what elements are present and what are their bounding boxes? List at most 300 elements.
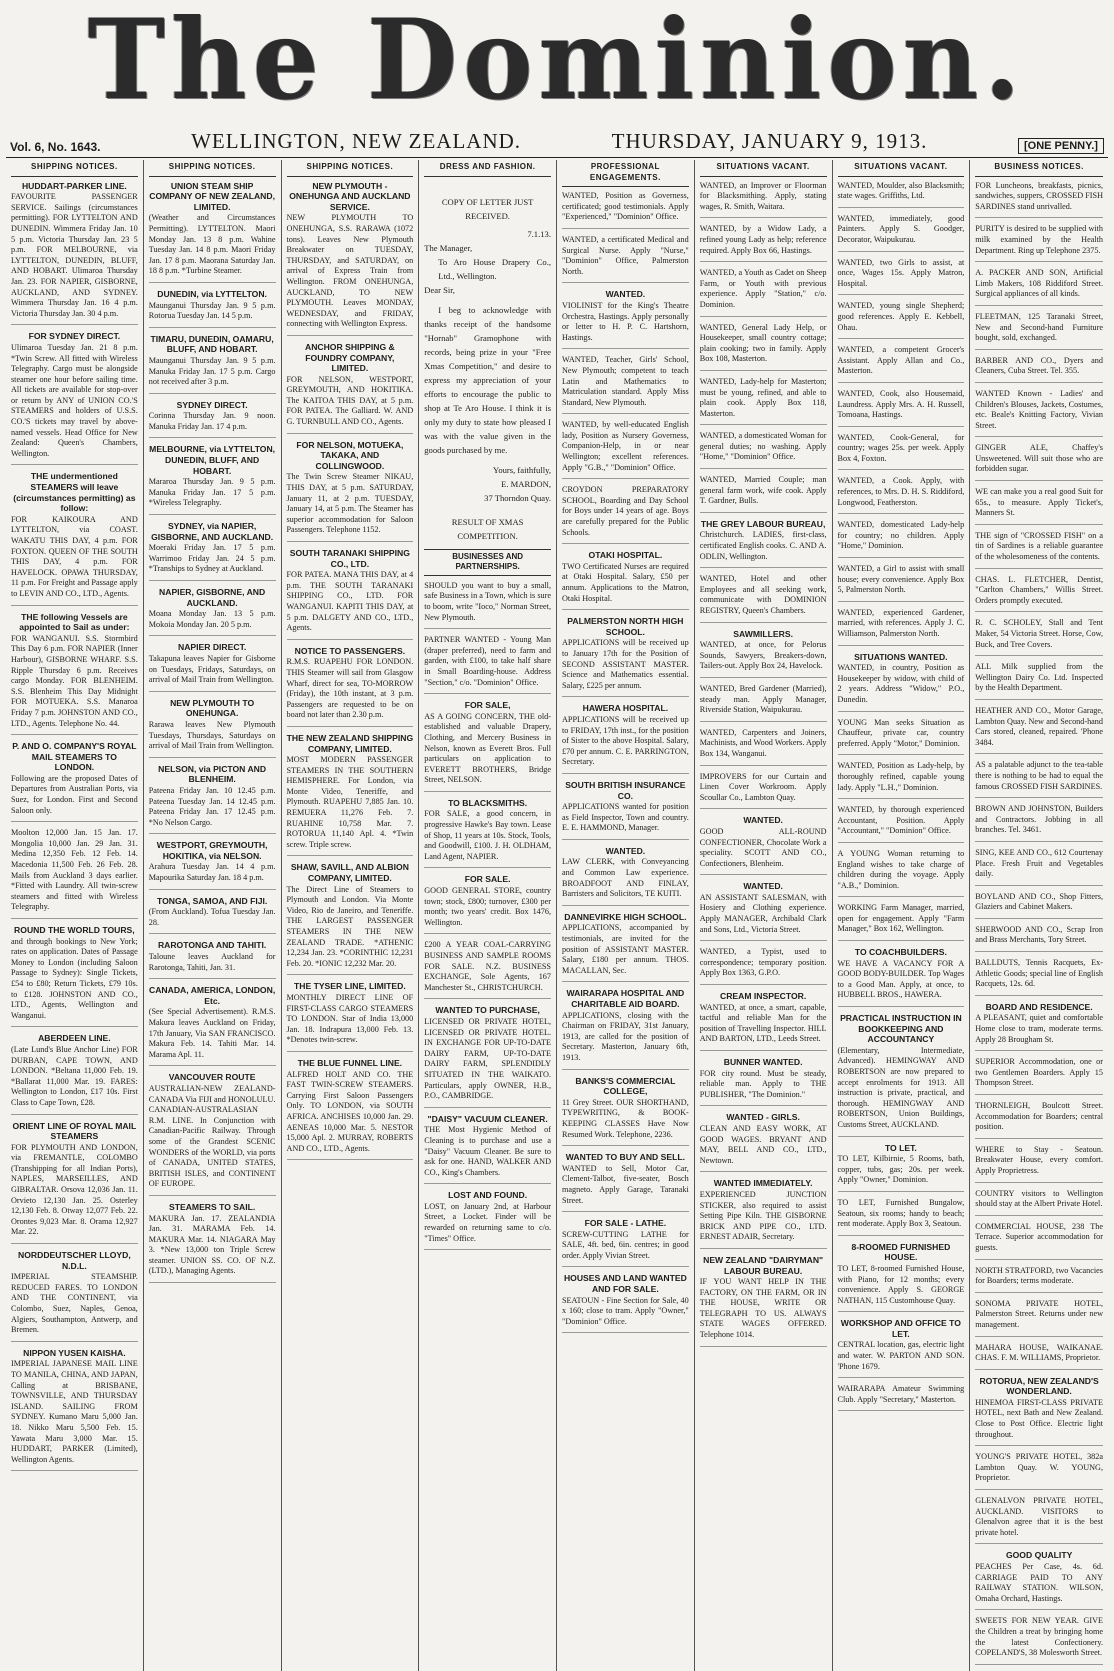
advertisement-heading: FOR SYDNEY DIRECT.: [28, 331, 121, 342]
advertisement: [562, 1152, 689, 1212]
advertisement-heading: 8-ROOMED FURNISHED HOUSE.: [851, 1241, 951, 1263]
masthead: [0, 0, 1114, 125]
advertisement: [149, 642, 276, 691]
advertisement-body: CROYDON PREPARATORY SCHOOL, Boarding and Day School for Boys under 14 years of age. Boys are carefully prepared for the Public Schools.: [562, 485, 689, 537]
advertisement: [838, 903, 965, 941]
advertisement-body: FOR KAIKOURA AND LYTTELTON, via COAST. WAKATU THIS DAY, 4 p.m. FOR FOXTON. QUEEN OF THE SOUTH THIS DAY, 4 p.m. FOR HAVELOCK. OPAWA THURSDAY, 11 p.m. For Freight and Passage apply to LEVIN AND CO., LTD., Agents.: [11, 514, 138, 598]
advertisement: [562, 703, 689, 774]
advertisement: [975, 892, 1103, 919]
advertisement: [149, 289, 276, 328]
advertisement: [562, 846, 689, 906]
advertisement-body: WE HAVE A VACANCY FOR A GOOD BODY-BUILDER. Top Wages to a Good Man. Apply, at once, to HUBBELL BROS., HAWERA.: [837, 958, 965, 1000]
letter-close: Yours, faithfully,: [492, 464, 551, 475]
advertisement-body: MOST MODERN PASSENGER STEAMERS IN THE SOUTHERN HEMISPHERE. For London, via Monte Video, Teneriffe, and Plymouth. RUAPEHU 7,885 Jan. 10. REMUERA 11,276 Feb. 7. RUAHINE 10,758 Mar. 7. ROTORUA 11,140 Apl. 4. *Twin screw. Triple screw.: [286, 755, 414, 849]
advertisement-heading: SOUTH BRITISH INSURANCE CO.: [565, 779, 686, 801]
advertisement-body: MAKURA Jan. 17. ZEALANDIA Jan. 31. MARAMA Feb. 14. MAKURA Mar. 14. NIAGARA May 3. *New 13,000 ton Triple Screw steamer. UNION SS. CO. OF N.Z. (LTD.), Managing Agents.: [148, 1213, 276, 1276]
advertisement-body: APPLICATIONS, accompanied by testimonials, are invited for the position of ASSISTANT MASTER. Salary, £180 per annum. THOS. MACALLAN, Sec.: [562, 923, 689, 975]
advertisement-body: SHOULD you want to buy a small, safe Business in a Town, which is sure to boom, write "Ioco," Norman Street, New Plymouth.: [424, 580, 551, 622]
advertisement-body: WANTED, by well-educated English lady, Position as Nursery Governess, Companion-Help, in or near Wellington; excellent references. Apply "G.B.," "Dominion" Office.: [562, 420, 689, 472]
advertisement-body: CLEAN AND EASY WORK, AT GOOD WAGES. BRYANT AND MAY, BELL AND CO., LTD., Newtown.: [699, 1123, 827, 1165]
advertisement-body: YOUNG Man seeks Situation as Chauffeur, private car, country preferred. Apply "Motor," Dominion.: [837, 717, 965, 748]
advertisement-body: SCREW-CUTTING LATHE for SALE, 4ft. bed, 6in. centres; in good order. Apply Vivian Street.: [562, 1229, 689, 1260]
advertisement: [975, 1002, 1103, 1051]
advertisement-body: WANTED Known - Ladies' and Children's Blouses, Jackets, Costumes, etc. Beale's Knitting Factory, Vivian Street.: [975, 388, 1103, 430]
advertisement: [975, 1145, 1103, 1183]
advertisement-body: COUNTRY visitors to Wellington should stay at the Albert Private Hotel.: [975, 1188, 1103, 1209]
advertisement-heading: WANTED.: [605, 845, 646, 856]
advertisement: [700, 1057, 827, 1106]
advertisement: [838, 345, 965, 383]
advertisement-heading: TIMARU, DUNEDIN, OAMARU, BLUFF, AND HOBART.: [150, 333, 274, 355]
advertisement: [700, 772, 827, 810]
advertisement: [562, 780, 689, 840]
advertisement-body: PURITY is desired to be supplied with milk examined by the Health Department. Ring up Telephone 2375.: [975, 224, 1103, 255]
advertisement-body: BROWN AND JOHNSTON, Builders and Contractors. Jobbing in all branches. Tel. 3461.: [975, 804, 1103, 835]
advertisement-body: AS a palatable adjunct to the tea-table there is nothing to be had to equal the famous CROSSED FISH SARDINES.: [975, 760, 1103, 791]
advertisement: [838, 1318, 965, 1378]
advertisement: [11, 471, 138, 605]
advertisement-body: FAVOURITE PASSENGER SERVICE. Sailings (circumstances permitting). FOR LYTTELTON AND DUNEDIN. Wimmera Friday Jan. 10 5 p.m. Victoria Thursday Jan. 23 5 p.m. FOR MELBOURNE, via LYTTELTON, DUNEDIN, BLUFF, AND HOBART. Ulimaroa Thursday Jan. 23. FOR NAPIER, GISBORNE, AUCKLAND, AND SYDNEY. Wimmera Thursday Jan. 16 4 p.m. Victoria Thursday Jan. 30 4 p.m.: [11, 192, 138, 318]
advertisement-heading: BOARD AND RESIDENCE.: [985, 1001, 1093, 1012]
advertisement: [562, 355, 689, 414]
column-header: SHIPPING NOTICES.: [149, 160, 276, 177]
advertisement: [700, 1112, 827, 1172]
column-items: [562, 191, 689, 1333]
advertisement-heading: NIPPON YUSEN KAISHA.: [23, 1347, 126, 1358]
advertisement-body: SONOMA PRIVATE HOTEL, Palmerston Street. Returns under new management.: [975, 1298, 1103, 1329]
advertisement-body: AS A GOING CONCERN, THE old-established and valuable Drapery, Clothing, and Mercery Business in Nelson, known as Everett Bros. Full particulars on application to EVERETT BROTHERS, Bridge Street, NELSON.: [424, 711, 551, 785]
column-items: [975, 181, 1103, 1665]
advertisement: [700, 947, 827, 985]
advertisement-body: (See Special Advertisement). R.M.S. Makura leaves Auckland on Friday, 17th January, Via SAN FRANCISCO. Makura Feb. 14. Tahiti Mar. 14. Marama Apl. 11.: [148, 1007, 276, 1059]
advertisement-heading: TO BLACKSMITHS.: [448, 797, 528, 808]
advertisement: [838, 718, 965, 756]
advertisement-body: FLEETMAN, 125 Taranaki Street, New and Second-hand Furniture bought, sold, exchanged.: [975, 311, 1103, 343]
advertisement: [975, 1299, 1103, 1337]
advertisement: [149, 400, 276, 439]
advertisement: [975, 618, 1103, 656]
advertisement-body: FOR PATEA. MANA THIS DAY, at 4 p.m. THE SOUTH TARANAKI SHIPPING CO., LTD. FOR WANGANUI. KAPITI THIS DAY, at 5 p.m. DALGETY AND CO., LTD., Agents.: [286, 570, 414, 633]
advertisement: [424, 1114, 551, 1185]
advertisement: [975, 1189, 1103, 1216]
advertisement-body: Moeraki Friday Jan. 17 5 p.m. Warrimoo Friday Jan. 24 5 p.m. *Tranships to Sydney at Auckland.: [148, 543, 276, 574]
advertisement: [975, 1550, 1103, 1610]
advertisement-body: ALFRED HOLT AND CO. THE FAST TWIN-SCREW STEAMERS. Carrying First Saloon Passengers Only. TO LONDON, via SOUTH AFRICA. ANCHISES 10,000 Jan. 29. AENEAS 10,000 Mar. 5. NESTOR 15,000 Apl. 2. MURRAY, ROBERTS AND CO., LTD., Agents.: [286, 1069, 414, 1153]
advertisement: [287, 548, 414, 640]
advertisement-heading: VANCOUVER ROUTE: [168, 1072, 256, 1083]
advertisement-body: WANTED, Carpenters and Joiners, Machinists, and Wood Workers. Apply Box 134, Wanganui.: [699, 727, 827, 758]
advertisement-body: APPLICATIONS will be received up to FRIDAY, 17th inst., for the position of Sister to the above Hospital. Salary, £70 per annum. C. E. PARRINGTON, Secretary.: [562, 714, 689, 767]
advertisement-body: Mararoa Thursday Jan. 9 5 p.m. Manuka Friday Jan. 17 5 p.m. *Wireless Telegraphy.: [148, 477, 276, 508]
advertisement-body: IF YOU WANT HELP IN THE FACTORY, ON THE FARM, OR IN THE HOUSE, WRITE OR TELEGRAPH TO US. ALWAYS STATE WAGES OFFERED. Telephone 1014.: [699, 1277, 827, 1340]
advertisement-body: ALL Milk supplied from the Wellington Dairy Co. Ltd. Inspected by the Health Department.: [975, 662, 1103, 693]
advertisement: [287, 440, 414, 542]
advertisement-body: FOR Luncheons, breakfasts, picnics, sandwiches, suppers, CROSSED FISH SARDINES stand unrivalled.: [975, 180, 1103, 211]
column-items: [700, 181, 827, 1347]
advertisement-body: VIOLINIST for the King's Theatre Orchestra, Hastings. Apply personally or letter to H. P. C. Hartshorn, Hastings.: [562, 300, 689, 342]
advertisement: [700, 1178, 827, 1249]
advertisement-body: Corinna Thursday Jan. 9 noon. Manuka Friday Jan. 17 4 p.m.: [148, 411, 276, 431]
advertisement: [975, 1616, 1103, 1664]
advertisement-heading: SAWMILLERS.: [733, 628, 793, 639]
advertisement-body: NORTH STRATFORD, two Vacancies for Boarders; terms moderate.: [975, 1265, 1103, 1286]
advertisement-body: HINEMOA FIRST-CLASS PRIVATE HOTEL, next Bath and New Zealand. Close to Post Office. Electric light throughout.: [975, 1397, 1103, 1439]
advertisement-body: APPLICATIONS wanted for position as Field Inspector, Town and country. E. E. HAMMOND, Manager.: [562, 802, 689, 833]
advertisement-body: WANTED, Cook-General, for country; wages 25s. per week. Apply Box 4, Foxton.: [837, 432, 965, 463]
column-items: [149, 181, 276, 1283]
advertisement: [149, 940, 276, 979]
advertisement-heading: SYDNEY DIRECT.: [176, 399, 248, 410]
advertisement-heading: THE undermentioned STEAMERS will leave (circumstances permitting) as follow:: [13, 471, 136, 514]
advertisement-body: and through bookings to New York; rates on application. Dates of Passage Money to London (including Saloon Passage to Sydney): Single Tickets, £54 to £80; Return Tickets, £79 10s. to £128. JOHNSTON AND CO., LTD., Agents, Wellington and Wanganui.: [11, 936, 138, 1020]
advertisement-body: NEW PLYMOUTH TO ONEHUNGA, S.S. RARAWA (1072 tons). Leaves New Plymouth Breakwater on TUESDAY, THURSDAY, and SATURDAY, on arrival of Express Train from Wellington. FROM ONEHUNGA, AUCKLAND, TO NEW PLYMOUTH. Leaves MONDAY, WEDNESDAY, and FRIDAY, connecting with Wellington Express.: [286, 213, 414, 329]
advertisement-body: IMPERIAL JAPANESE MAIL LINE TO MANILA, CHINA, AND JAPAN, Calling at BRISBANE, TOWNSVILLE, AND THURSDAY ISLAND. SAILING FROM SYDNEY. Kumano Maru 5,000 Jan. 18. Nikko Maru 5,500 Feb. 15. Yawata Maru 3,000 Mar. 15. HUDDART, PARKER (Limited), Wellington Agents.: [11, 1359, 138, 1464]
advertisement-heading: THE following Vessels are appointed to Sail as under:: [19, 611, 130, 633]
advertisement: [149, 1202, 276, 1283]
advertisement: [838, 608, 965, 646]
advertisement-body: TO LET, Kilbirnie, 5 Rooms, bath, copper, tubs, gas; 20s. per week. Apply "Owner," Dominion.: [837, 1154, 965, 1185]
advertisement-body: WANTED, Moulder, also Blacksmith; state wages. Griffiths, Ltd.: [837, 180, 965, 201]
advertisement-body: WE can make you a real good Suit for 65s., to measure. Apply Ticket's, Manners St.: [975, 487, 1103, 518]
advertisement: [838, 947, 965, 1007]
advertisement-body: WANTED, domesticated Lady-help for country; no children. Apply "Home," Dominion.: [837, 520, 965, 551]
advertisement-heading: DUNEDIN, via LYTTELTON.: [157, 288, 267, 299]
letter-salutation: Dear Sir,: [424, 284, 455, 295]
advertisement-body: A. PACKER AND SON, Artificial Limb Makers, 108 Riddiford Street. Surgical appliances of all kinds.: [975, 268, 1103, 299]
advertisement-body: Moolton 12,000 Jan. 15 Jan. 17. Mongolia 10,000 Jan. 29 Jan. 31. Medina 12,350 Feb. 12 Feb. 14. Macedonia 11,500 Feb. 26 Feb. 28. Mails from Auckland 3 days earlier. *Fitted with Laundry. All twin-screw steamers and fitted with Wireless Telegraphy.: [11, 828, 138, 912]
advertisement-body: CHAS. L. FLETCHER, Dentist, "Carlton Chambers," Willis Street. Orders promptly executed.: [975, 574, 1103, 605]
advertisement-heading: STEAMERS TO SAIL.: [168, 1201, 256, 1212]
advertisement-body: LICENSED OR PRIVATE HOTEL, LICENSED OR PRIVATE HOTEL. IN EXCHANGE FOR UP-TO-DATE DAIRY FARM, UP-TO-DATE DAIRY FARM, SPLENDIDLY SITUATED IN THE WAIKATO. Particulars, apply OWNER, H.B., P.O., CAMBRIDGE.: [424, 1016, 551, 1101]
advertisement-heading: ROUND THE WORLD TOURS,: [14, 925, 135, 935]
advertisement: [838, 1013, 965, 1137]
advertisement-heading: TO COACHBUILDERS.: [854, 947, 947, 958]
advertisement: [149, 1072, 276, 1196]
advertisement-body: BALLDUTS, Tennis Racquets, Ex-Athletic Goods; special line of English Racquets, 12s. 6d.: [975, 958, 1103, 989]
column-1: [6, 160, 144, 1671]
advertisement-body: WANTED, a Cook. Apply, with references, to Mrs. D. H. S. Riddiford, Longwood, Featherston.: [837, 476, 965, 507]
advertisement: [562, 191, 689, 229]
advertisement: [562, 235, 689, 283]
advertisement: [562, 912, 689, 983]
advertisement: [838, 433, 965, 471]
advertisement: [11, 331, 138, 465]
advertisement-heading: WANTED TO BUY AND SELL.: [565, 1152, 685, 1163]
advertisement-body: TO LET, 8-roomed Furnished House, with Piano, for 12 months; every convenience. Apply S. GEORGE NATHAN, 115 Customhouse Quay.: [837, 1263, 965, 1305]
advertisement-body: YOUNG'S PRIVATE HOTEL, 382a Lambton Quay. W. YOUNG, Proprietor.: [975, 1452, 1103, 1483]
advertisement: [424, 1005, 551, 1107]
advertisement: [700, 991, 827, 1051]
advertisement: [838, 520, 965, 558]
advertisement: [975, 268, 1103, 306]
advertisement: [700, 377, 827, 425]
letter-result: RESULT OF XMAS COMPETITION.: [451, 516, 524, 541]
advertisement-body: SING, KEE AND CO., 612 Courtenay Place. Fresh Fruit and Vegetables daily.: [975, 847, 1103, 879]
advertisement: [700, 431, 827, 469]
advertisement-body: Maunganui Thursday Jan. 9 5 p.m. Rotorua Tuesday Jan. 14 5 p.m.: [148, 300, 276, 321]
advertisement: [975, 531, 1103, 569]
volume-number: Vol. 6, No. 1643.: [10, 140, 101, 154]
advertisement-heading: PRACTICAL INSTRUCTION IN BOOKKEEPING AND ACCOUNTANCY: [840, 1013, 962, 1045]
advertisement-body: LOST, on January 2nd, at Harbour Street, a Locket. Finder will be rewarded on returning same to c/o. "Times" Office.: [424, 1201, 551, 1243]
advertisement-body: WANTED, Hotel and other Employees and all seeking work, communicate with DOMINION REGISTRY, Queen's Chambers.: [699, 574, 827, 615]
advertisement: [11, 181, 138, 326]
advertisement: [700, 519, 827, 568]
advertisement-body: (Elementary, Intermediate, Advanced). HEMINGWAY AND ROBERTSON are now prepared to accept enrolments for 1913. All instruction is private, practical, and thorough. HEMINGWAY AND ROBERTSON, Union Buildings, Customs Street, AUCKLAND.: [837, 1045, 965, 1129]
column-header: BUSINESS NOTICES.: [975, 160, 1103, 177]
advertisement: [838, 301, 965, 339]
advertisement: [424, 874, 551, 934]
advertisement: [838, 1384, 965, 1411]
advertisement-heading: THE TYSER LINE, LIMITED.: [294, 981, 406, 992]
dateline-city: WELLINGTON, NEW ZEALAND.: [191, 129, 522, 153]
advertisement-body: (From Auckland). Tofua Tuesday Jan. 28.: [148, 907, 276, 927]
advertisement-heading: UNION STEAM SHIP COMPANY OF NEW ZEALAND, LIMITED.: [149, 180, 275, 212]
advertisement-body: WANTED, Married Couple; man general farm work, wife cook. Apply T. Gardner, Bulls.: [699, 475, 827, 506]
letter-recipient-address: To Aro House Drapery Co., Ltd., Wellington.: [438, 256, 551, 281]
advertisement-heading: BUNNER WANTED.: [723, 1057, 803, 1067]
advertisement-body: FOR NELSON, WESTPORT, GREYMOUTH, AND HOKITIKA. The KAITOA THIS DAY, at 5 p.m. FOR PATEA. The Galliard. W. AND G. TURNBULL AND CO., Agents.: [286, 374, 414, 427]
advertisement-heading: ROTORUA, NEW ZEALAND'S WONDERLAND.: [979, 1375, 1099, 1397]
advertisement-body: WANTED, two Girls to assist, at once, Wages 15s. Apply Matron, Hospital.: [837, 257, 965, 288]
advertisement-body: WANTED, by a Widow Lady, a refined young Lady as help; reference required. Apply Box 66, Hastings.: [699, 224, 827, 255]
advertisement-body: WANTED, experienced Gardener, married, with references. Apply J. C. Williamson, Palmerston North.: [837, 607, 965, 638]
advertisement-body: WANTED, Cook, also Housemaid, Laundress. Apply Mrs. A. H. Russell, Tomoana, Hastings.: [837, 388, 965, 420]
letter: [424, 181, 551, 543]
advertisement-body: Maunganui Thursday Jan. 9 5 p.m. Manuka Friday Jan. 17 5 p.m. Cargo not received after 3 p.m.: [148, 355, 276, 387]
advertisement: [700, 181, 827, 219]
advertisement: [838, 849, 965, 897]
advertisement-heading: ABERDEEN LINE.: [38, 1033, 111, 1044]
advertisement: [562, 616, 689, 697]
advertisement: [975, 1266, 1103, 1293]
advertisement-heading: HOUSES AND LAND WANTED AND FOR SALE.: [563, 1273, 687, 1295]
advertisement-heading: OTAKI HOSPITAL.: [588, 550, 663, 561]
advertisement-body: PARTNER WANTED - Young Man (draper preferred), need to farm and garden, with £100, to take half share in Small Boarding-house. Address "Section," c/o. "Dominion" Office.: [424, 635, 551, 687]
advertisement-body: BARBER AND CO., Dyers and Cleaners, Cuba Street. Tel. 355.: [975, 355, 1103, 376]
advertisement-body: GOOD GENERAL STORE, country town; stock, £800; turnover, £300 per month; two years' credit. Box 1476, Wellington.: [424, 886, 551, 927]
advertisement-heading: "DAISY" VACUUM CLEANER.: [427, 1113, 548, 1124]
advertisement: [975, 925, 1103, 952]
advertisement-heading: SITUATIONS WANTED.: [854, 651, 948, 662]
advertisement: [149, 181, 276, 283]
letter-date: 7.1.13.: [527, 228, 551, 239]
column-items: [287, 181, 414, 1161]
dateline-date: THURSDAY, JANUARY 9, 1913.: [611, 129, 928, 153]
advertisement: [838, 181, 965, 208]
advertisement-body: Moana Monday Jan. 13 5 p.m. Mokoia Monday Jan. 20 5 p.m.: [148, 609, 276, 629]
advertisement-heading: WORKSHOP AND OFFICE TO LET.: [840, 1318, 961, 1339]
advertisement: [975, 575, 1103, 613]
advertisement-body: COMMERCIAL HOUSE, 238 The Terrace. Superior accommodation for guests.: [975, 1221, 1103, 1252]
column-6: [695, 160, 833, 1671]
columns: [6, 160, 1108, 1658]
advertisement-body: Pateena Friday Jan. 10 12.45 p.m. Pateena Tuesday Jan. 14 12.45 p.m. Pateena Friday Jan. 17 12.45 p.m. *No Nelson Cargo.: [148, 785, 276, 827]
advertisement-body: WANTED, a competent Grocer's Assistant. Apply Allan and Co., Masterton.: [837, 345, 965, 376]
advertisement: [975, 662, 1103, 700]
advertisement: [287, 862, 414, 975]
advertisement-heading: BANKS'S COMMERCIAL COLLEGE,: [575, 1075, 676, 1097]
advertisement: [975, 1343, 1103, 1370]
advertisement-body: APPLICATIONS will be received up to January 17th for the Position of SECOND ASSISTANT MASTER. Science and Mathematics essential. Salary, £225 per annum.: [562, 638, 689, 690]
column-5: [557, 160, 695, 1671]
advertisement: [149, 698, 276, 758]
advertisement-body: WANTED, Teacher, Girls' School, New Plymouth; competent to teach Latin and Mathematics to Matriculation standard. Apply Miss Standard, New Plymouth.: [562, 355, 689, 407]
advertisement-body: WANTED, Position as Governess, certificated; good testimonials. Apply "Experienced," "Dominion" Office.: [562, 191, 689, 222]
advertisement: [975, 181, 1103, 219]
advertisement: [838, 476, 965, 514]
advertisement: [700, 574, 827, 622]
advertisement: [700, 1255, 827, 1347]
advertisement: [149, 840, 276, 889]
advertisement-body: AN ASSISTANT SALESMAN, with Hosiery and Clothing experience. Apply MANAGER, Archibald Clark and Sons, Ltd., Victoria Street.: [699, 892, 827, 934]
advertisement-heading: PALMERSTON NORTH HIGH SCHOOL.: [567, 616, 684, 637]
advertisement: [975, 1101, 1103, 1139]
advertisement-heading: HAWERA HOSPITAL.: [582, 703, 669, 714]
advertisement-body: TWO Certificated Nurses are required at Otaki Hospital. Salary, £50 per annum. Applications to the Matron, Otaki Hospital.: [562, 561, 689, 603]
advertisement-heading: MELBOURNE, via LYTTELTON, DUNEDIN, BLUFF, AND HOBART.: [149, 444, 276, 476]
advertisement-body: WANTED, by thorough experienced Accountant, Position. Apply "Accountant," "Dominion" Office.: [837, 805, 965, 836]
advertisement: [975, 760, 1103, 798]
column-8: [970, 160, 1108, 1671]
advertisement-body: (Late Lund's Blue Anchor Line) FOR DURBAN, CAPE TOWN, AND LONDON. *Beltana 11,000 Feb. 19. *Ballarat 11,000 Mar. 19. FARES: Wellington to London, £17 10s. First Class to Cape Town, £28.: [11, 1044, 138, 1107]
advertisement: [975, 1057, 1103, 1095]
column-header: SITUATIONS VACANT.: [700, 160, 827, 177]
advertisement-body: WANTED, at once, a smart, capable, tactful and reliable Man for the position of Travelling Inspector. HILL AND BARTON, LTD., Leeds Street.: [699, 1002, 827, 1044]
column-items: [838, 181, 965, 1412]
advertisement: [562, 1076, 689, 1147]
column-7: [833, 160, 971, 1671]
advertisement-body: WAIRARAPA Amateur Swimming Club. Apply "Secretary," Masterton.: [837, 1384, 965, 1404]
advertisement: [838, 761, 965, 799]
advertisement-body: GOOD ALL-ROUND CONFECTIONER, Chocolate Work a speciality. SCOTT AND CO., Confectioners, Blenheim.: [699, 826, 827, 868]
advertisement: [11, 925, 138, 1027]
advertisement: [424, 940, 551, 999]
advertisement-heading: NORDDEUTSCHER LLOYD, N.D.L.: [18, 1250, 131, 1271]
advertisement-body: A PLEASANT, quiet and comfortable Home close to tram, moderate terms. Apply 28 Brougham St.: [975, 1013, 1103, 1044]
advertisement-body: The Twin Screw Steamer NIKAU, THIS DAY, at 5 p.m. SATURDAY, January 11, at 2 p.m. TUESDAY, January 14, at 5 p.m. The Steamer has superior accommodation for Saloon Passengers. Telephone 1152.: [286, 472, 414, 535]
advertisement-body: WANTED, Lady-help for Masterton; must be young, refined, and able to plain cook. Apply Box 118, Masterton.: [699, 376, 827, 418]
advertisement: [287, 646, 414, 727]
advertisement: [424, 635, 551, 694]
advertisement-heading: SHAW, SAVILL, AND ALBION COMPANY, LIMITED.: [290, 862, 409, 884]
advertisement: [838, 1242, 965, 1313]
dateline: [6, 124, 1108, 158]
advertisement-heading: WANTED.: [743, 881, 783, 892]
advertisement-heading: NEW PLYMOUTH TO ONEHUNGA.: [170, 697, 255, 719]
advertisement-heading: WAIRARAPA HOSPITAL AND CHARITABLE AID BOARD.: [566, 988, 685, 1009]
advertisement-body: CENTRAL location, gas, electric light and water. W. PARTON AND SON. 'Phone 1679.: [837, 1340, 965, 1371]
advertisement-heading: P. AND O. COMPANY'S ROYAL MAIL STEAMERS TO LONDON.: [12, 741, 137, 773]
advertisement-body: Ulimaroa Tuesday Jan. 21 8 p.m. *Twin Screw. All fitted with Wireless Telegraphy. Cargo must be alongside steamer one hour before sailing time. All tickets are available for stop-over or return by ANY of UNION CO.'S STEAMERS and holders of U.S.S. CO.'S tickets may travel by above-named vessels. Head Office for New Zealand: Queen's Chambers, Wellington.: [11, 342, 138, 458]
advertisement-body: AUSTRALIAN-NEW ZEALAND-CANADA Via FIJI and HONOLULU. CANADIAN-AUSTRALASIAN R.M. LINE. In Conjunction with Canadian-Pacific Railway. Through some of the Grandest SCENIC WONDERS of the WORLD, via ports of CANADA, UNITED STATES, BRITISH ISLES, and CONTINENT OF EUROPE.: [148, 1083, 276, 1189]
advertisement: [149, 444, 276, 515]
advertisement-body: SUPERIOR Accommodation, one or two Gentlemen Boarders. Apply 15 Thompson Street.: [975, 1057, 1103, 1088]
advertisement: [975, 312, 1103, 350]
advertisement-body: FOR WANGANUI. S.S. Stormbird This Day 6 p.m. FOR NAPIER (Inner Harbour), GISBORNE WHARF. S.S. Ripple Thursday 6 p.m. Receives cargo Monday. FOR BLENHEIM. S.S. Blenheim This Day Midnight FOR MOTUEKA. S.S. Manaroa Friday 7 p.m. JOHNSTON AND CO., LTD., Agents. Telephone No. 44.: [11, 633, 138, 728]
advertisement-heading: HUDDART-PARKER LINE.: [21, 180, 127, 191]
advertisement: [562, 550, 689, 610]
advertisement-body: WANTED, a certificated Medical and Surgical Nurse. Apply "Nurse," "Dominion" Office, Palmerston North.: [562, 234, 689, 276]
advertisement-body: FOR PLYMOUTH AND LONDON, via FREMANTLE, COLOMBO (Transhipping for all Indian Ports), NAPLES, MARSEILLES, AND GIBRALTAR. Orsova 12,036 Jan. 11. Orvieto 12,130 Jan. 25. Osterley 12,130 Feb. 8. Otway 12,077 Feb. 22. Orontes 9,023 Mar. 8. Orama 12,927 Mar. 22.: [11, 1142, 138, 1237]
advertisement-body: (Weather and Circumstances Permitting). LYTTELTON. Maori Monday Jan. 13 8 p.m. Wahine Tuesday Jan. 14 8 p.m. Maori Friday Jan. 17 8 p.m. Maorana Saturday Jan. 18 8 p.m. *Turbine Steamer.: [148, 213, 276, 276]
column-3: [282, 160, 420, 1671]
column-2: [144, 160, 282, 1671]
column-items: [424, 581, 551, 1250]
advertisement-body: R. C. SCHOLEY, Stall and Tent Maker, 54 Victoria Street. Horse, Cow, Buck, and Tree Covers.: [975, 618, 1103, 649]
letter-body: I beg to acknowledge with thanks receipt of the handsome "Hornab" Gramophone with records, being prize in your "Free Xmas Competition," and desire to express my appreciation of your efforts to encourage the public to shop at Te Aro House. I think it is only my duty to state how pleased I was with the value given in the goods purchased by me.: [424, 304, 551, 455]
advertisement: [149, 521, 276, 581]
advertisement-heading: WANTED IMMEDIATELY.: [713, 1178, 813, 1189]
advertisement-heading: DANNEVIRKE HIGH SCHOOL.: [564, 911, 687, 922]
advertisement-heading: GOOD QUALITY: [1005, 1550, 1073, 1561]
advertisement-body: SEATOUN - Fine Section for Sale, 40 x 160; close to tram. Apply "Owner," "Dominion" Office.: [562, 1295, 689, 1326]
advertisement: [562, 485, 689, 544]
advertisement: [287, 342, 414, 434]
advertisement-heading: NAPIER, GISBORNE, AND AUCKLAND.: [159, 587, 266, 608]
advertisement: [287, 733, 414, 857]
advertisement-body: WANTED, young single Shepherd; good references. Apply E. Kebbell, Ohau.: [837, 301, 965, 332]
advertisement-heading: RAROTONGA AND TAHITI.: [157, 940, 267, 951]
advertisement: [975, 224, 1103, 262]
advertisement-body: HEATHER AND CO., Motor Garage, Lambton Quay. New and Second-hand Cars stored, cleaned, repaired. 'Phone 3484.: [975, 705, 1103, 747]
advertisement: [700, 268, 827, 316]
column-items: [11, 181, 138, 1472]
advertisement: [838, 258, 965, 296]
column-header: DRESS AND FASHION.: [424, 160, 551, 177]
advertisement: [149, 587, 276, 636]
advertisement-body: TO LET, Furnished Bungalow, Seatoun, six rooms; handy to beach; rent moderate. Apply Box 3, Seatoun.: [837, 1197, 965, 1229]
advertisement-body: WANTED to Sell, Motor Car, Clement-Talbot, five-seater, Bosch magneto. Apply Garage, Taranaki Street.: [562, 1163, 689, 1205]
letter-intro: COPY OF LETTER JUST RECEIVED.: [441, 196, 534, 221]
advertisement-heading: FOR NELSON, MOTUEKA, TAKAKA, AND COLLINGWOOD.: [296, 439, 404, 471]
column-4: [419, 160, 557, 1671]
advertisement-body: WANTED, in country, Position as Housekeeper by widow, with child of 2 years. Address "Widow," P.O., Dunedin.: [837, 663, 965, 704]
advertisement-body: THE Most Hygienic Method of Cleaning is to purchase and use a "Daisy" Vacuum Cleaner. Be sure to ask for one. HAND, WALKER AND CO., King's Chambers.: [424, 1125, 551, 1177]
advertisement: [562, 1218, 689, 1267]
column-header: PROFESSIONAL ENGAGEMENTS.: [562, 160, 689, 187]
advertisement-heading: NELSON, via PICTON AND BLENHEIM.: [158, 763, 267, 785]
advertisement: [975, 443, 1103, 481]
price-badge: [ONE PENNY.]: [1018, 138, 1104, 154]
advertisement: [562, 420, 689, 479]
advertisement-heading: FOR SALE.: [464, 874, 511, 885]
advertisement-heading: WESTPORT, GREYMOUTH, HOKITIKA, via NELSON.: [156, 840, 268, 861]
advertisement-body: WANTED, at once, for Pelorus Sounds, Sawyers, Breakers-down, Tailers-out. Apply Box 24, Havelock.: [699, 640, 827, 671]
advertisement: [424, 581, 551, 629]
advertisement-body: GLENALVON PRIVATE HOTEL, AUCKLAND. VISITORS to Glenalvon agree that it is the best private hotel.: [975, 1496, 1103, 1537]
advertisement: [11, 1250, 138, 1342]
advertisement: [838, 389, 965, 427]
column-header: SHIPPING NOTICES.: [287, 160, 414, 177]
advertisement: [11, 1033, 138, 1114]
advertisement-heading: FOR SALE,: [464, 700, 511, 711]
advertisement: [149, 896, 276, 935]
advertisement: [562, 1273, 689, 1333]
advertisement-body: EXPERIENCED JUNCTION STICKER, also required to assist Setting Pipe Kiln. THE GISBORNE BRICK AND PIPE CO., LTD. ERNEST ADAIR, Secretary.: [699, 1189, 827, 1242]
advertisement: [975, 1452, 1103, 1490]
advertisement-heading: NEW PLYMOUTH - ONEHUNGA AND AUCKLAND SERVICE.: [289, 180, 411, 212]
advertisement: [562, 289, 689, 349]
advertisement-heading: THE BLUE FUNNEL LINE.: [297, 1057, 403, 1068]
advertisement-body: Takapuna leaves Napier for Gisborne on Tuesdays, Fridays, Saturdays, on arrival of Mail Train from Wellington.: [148, 653, 276, 685]
advertisement-heading: ANCHOR SHIPPING & FOUNDRY COMPANY, LIMITED.: [304, 341, 395, 374]
advertisement-heading: WANTED.: [743, 815, 783, 826]
advertisement: [975, 1496, 1103, 1544]
advertisement-body: PEACHES Per Case, 4s. 6d. CARRIAGE PAID TO ANY RAILWAY STATION. WILSON, Omaha Orchard, Hastings.: [975, 1562, 1103, 1603]
advertisement-body: Rarawa leaves New Plymouth Tuesdays, Thursdays, Saturdays on arrival of Mail Train from Wellington.: [148, 719, 276, 751]
advertisement: [149, 985, 276, 1066]
